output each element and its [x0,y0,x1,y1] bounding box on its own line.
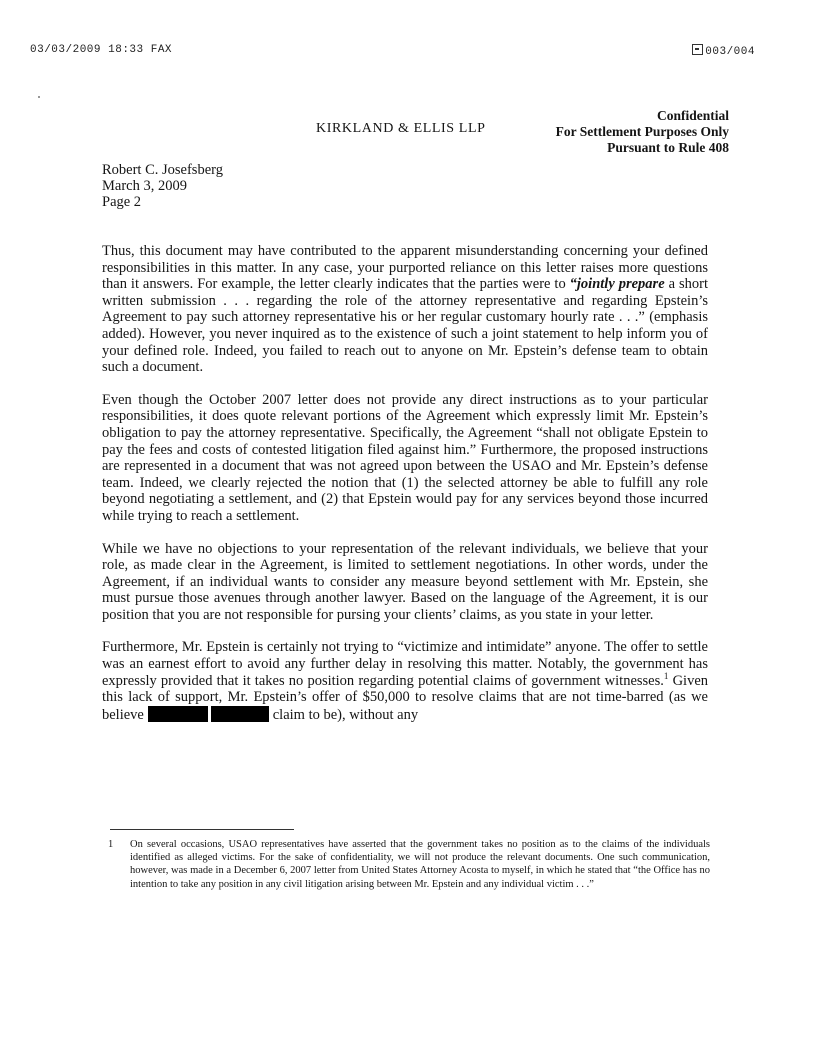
confidential-line: Confidential [656,108,729,123]
footnote-number: 1 [108,839,114,850]
address-block [102,162,223,210]
fax-page-label: 003/004 [705,46,755,58]
paragraph-text: Furthermore, Mr. Epstein is certainly not trying to “victimize and intimidate” anyone. The offer to settle was an earnest effort to avoid any further delay in resolving this matter. Notably, the government has expressly provided that it takes no position regarding potential claims of government witnesses. [102,639,708,689]
paragraph-1 [102,243,708,376]
paragraph-text: Thus, this document may have contributed to the apparent misunderstanding concerning your defined responsibilities in this matter. In any case, your purported reliance on this letter raises more questions than it answers. For example, the letter clearly indicates that the parties were to [102,243,708,293]
paragraph-4 [102,639,708,723]
fax-header [30,44,755,60]
paragraph-text: Given this lack of support, Mr. Epstein’s offer of $50,000 to resolve claims that are not time-barred (as we believe [102,672,708,723]
confidential-line: For Settlement Purposes Only [555,124,729,139]
footnote-divider [110,829,294,830]
paragraph-text: a short written submission . . . regarding the role of the attorney representative and regarding Epstein’s Agreement to pay such attorney representative his or her regular customary hourly rate . . .” (emphasis added). However, you never inquired as to the existence of such a joint statement to help inform you of your defined role. Indeed, you failed to reach out to anyone on Mr. Epstein’s defense team to obtain such a document. [102,276,708,376]
paragraph-2: Even though the October 2007 letter does not provide any direct instructions as to your particular responsibilities, it does quote relevant portions of the Agreement which expressly limit Mr. Epstein’s obligation to pay the attorney representative. Specifically, the Agreement “shall not obligate Epstein to pay the fees and costs of contested litigation filed against him.” Furthermore, the proposed instructions are represented in a document that was not agreed upon between the USAO and Mr. Epstein’s defense team. Indeed, we clearly rejected the notion that (1) the selected attorney be able to fulfill any role beyond negotiating a settlement, and (2) that Epstein would pay for any services beyond those incurred while trying to reach a settlement. [102,391,708,524]
fax-icon [692,44,703,55]
fax-page-count [692,44,755,58]
fax-timestamp: 03/03/2009 18:33 FAX [30,44,173,56]
footnote-reference: 1 [663,670,669,681]
redaction-block [148,706,208,722]
letter-date: March 3, 2009 [102,178,187,194]
firm-name: KIRKLAND & ELLIS LLP [316,121,486,136]
letter-body [102,243,708,739]
paragraph-3: While we have no objections to your representation of the relevant individuals, we believe that your role, as made clear in the Agreement, is limited to settlement negotiations. In other words, under the Agreement, if an individual wants to consider any measure beyond settlement with Mr. Epstein, she must pursue those avenues through another lawyer. Based on the language of the Agreement, it is our position that you are not responsible for pursing your clients’ claims, as you state in your letter. [102,540,708,623]
recipient-name: Robert C. Josefsberg [102,162,223,178]
confidential-notice [556,108,729,156]
footnote [108,838,710,891]
page-number: Page 2 [102,194,142,210]
paragraph-text: claim to be), without any [269,706,419,723]
footnote-text: On several occasions, USAO representatives have asserted that the government takes no position as to the claims of the individuals identified as alleged victims. For the sake of confidentiality, we will not produce the relevant documents. One such communication, however, was made in a December 6, 2007 letter from United States Attorney Acosta to myself, in which he stated that “the Office has no intention to take any position in any civil litigation arising between Mr. Epstein and any individual victim . . .” [130,839,710,890]
emphasis-text: “jointly prepare [569,276,665,293]
confidential-line: Pursuant to Rule 408 [607,140,729,155]
redaction-block [211,706,269,722]
scan-speck [38,96,40,98]
